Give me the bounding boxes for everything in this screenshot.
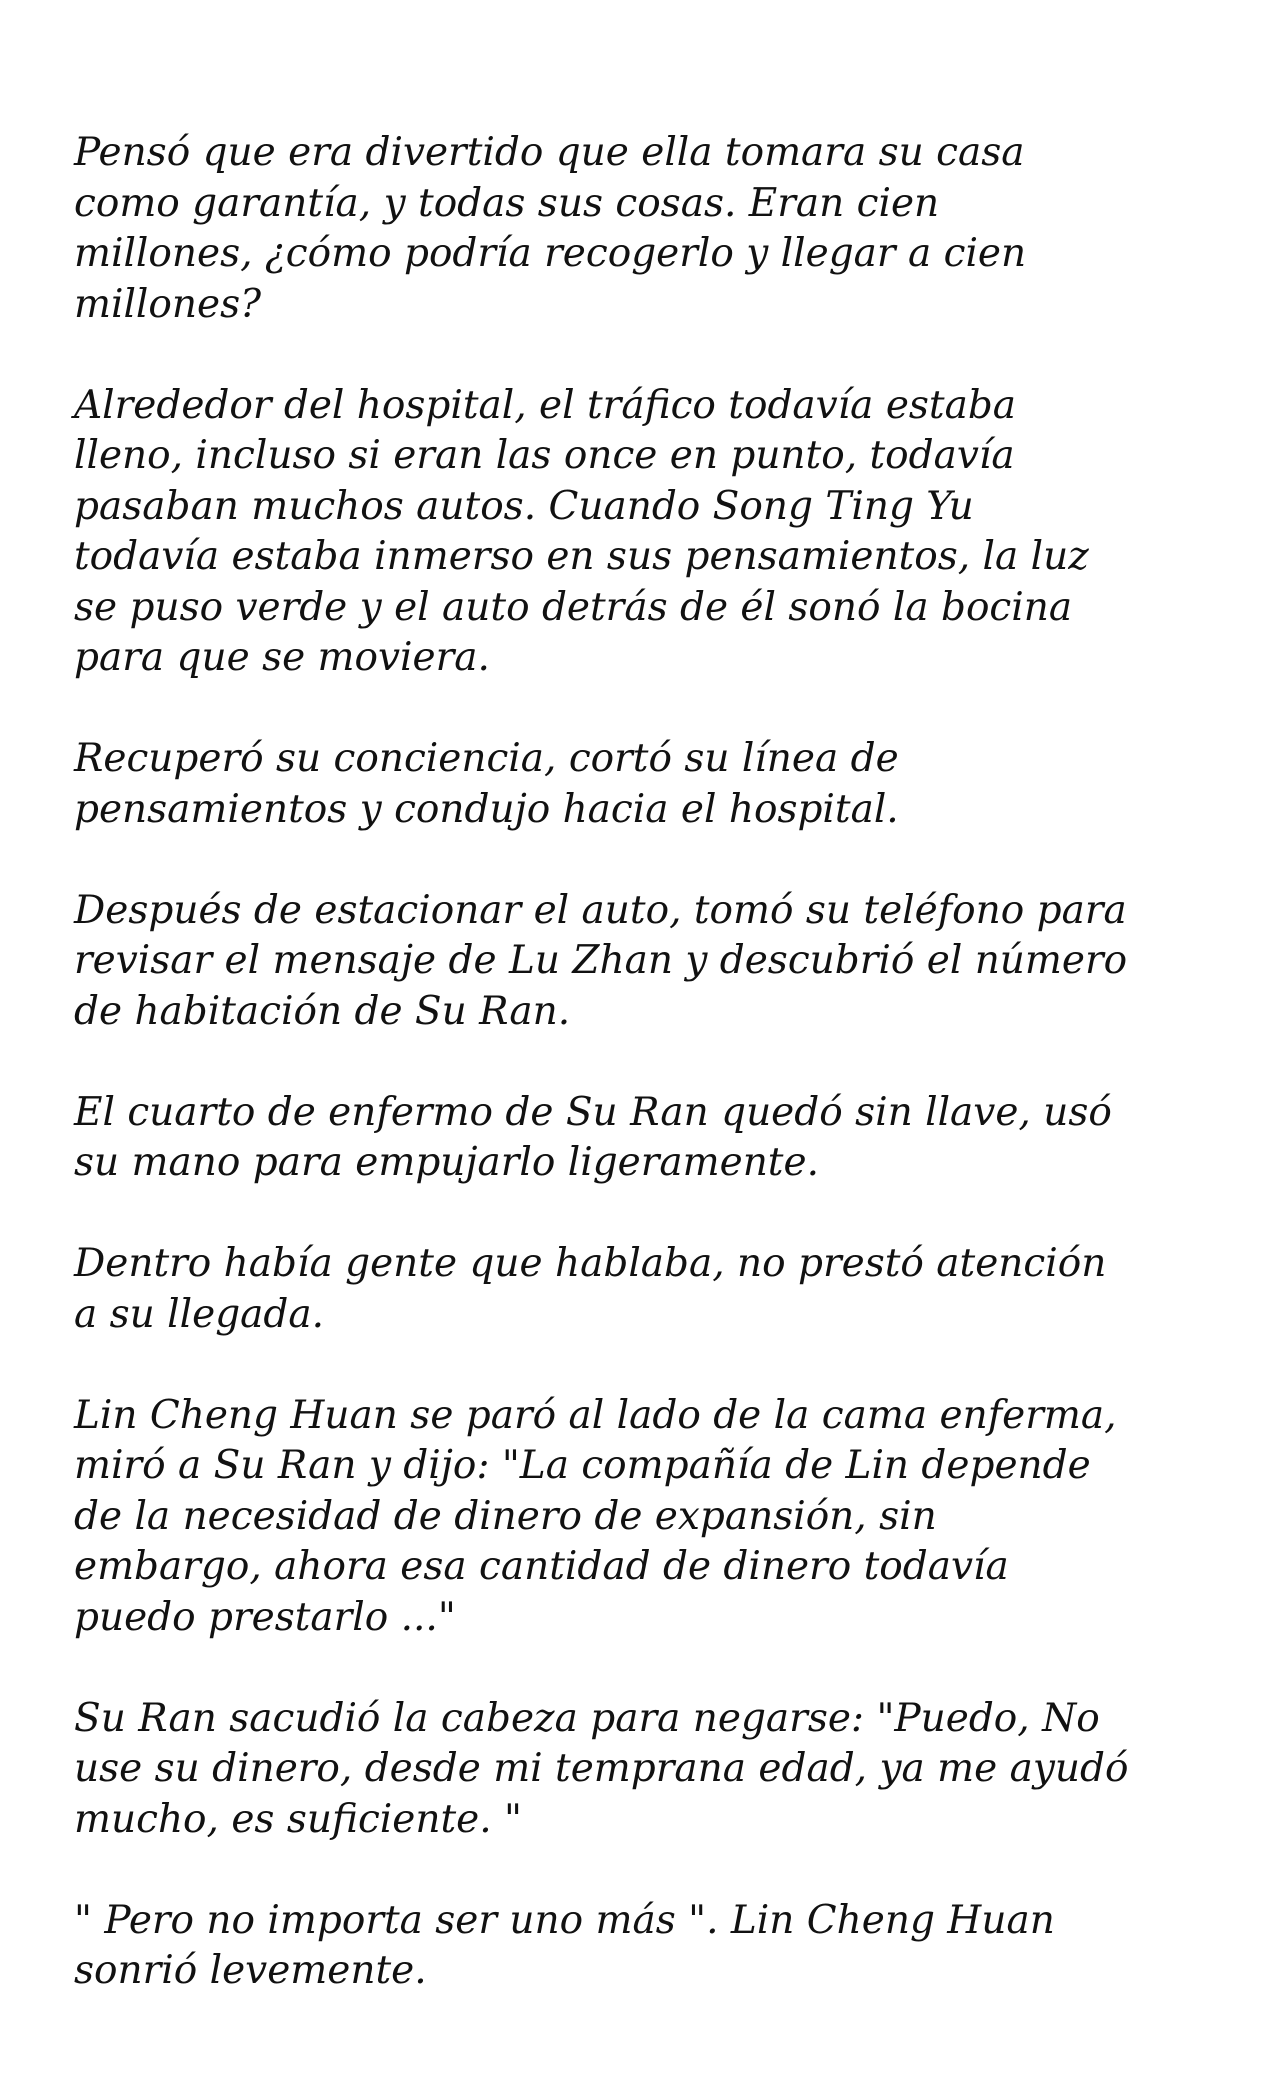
paragraph-3: Recuperó su conciencia, cortó su línea de pensamientos y condujo hacia el hospital. — [74, 736, 899, 832]
document-body — [74, 128, 1214, 1997]
paragraph-2: Alrededor del hospital, el tráfico todavía estaba lleno, incluso si eran las once en punto, todavía pasaban muchos autos. Cuando Song Ting Yu todavía estaba inmerso en sus pensamientos, la luz se puso verde y el auto detrás de él sonó la bocina para que se moviera. — [74, 382, 1089, 680]
paragraph-5: El cuarto de enfermo de Su Ran quedó sin llave, usó su mano para empujarlo ligeramente. — [74, 1089, 1112, 1185]
paragraph-7: Lin Cheng Huan se paró al lado de la cama enferma, miró a Su Ran y dijo: "La compañía de Lin depende de la necesidad de dinero de expansión, sin embargo, ahora esa cantidad de dinero todavía puedo prestarlo ..." — [74, 1392, 1117, 1640]
paragraph-8: Su Ran sacudió la cabeza para negarse: "Puedo, No use su dinero, desde mi temprana edad, ya me ayudó mucho, es suficiente. " — [74, 1695, 1129, 1842]
paragraph-6: Dentro había gente que hablaba, no prestó atención a su llegada. — [74, 1241, 1107, 1337]
paragraph-1: Pensó que era divertido que ella tomara su casa como garantía, y todas sus cosas. Eran cien millones, ¿cómo podría recogerlo y llegar a cien millones? — [74, 130, 1027, 327]
paragraph-9: " Pero no importa ser uno más ". Lin Cheng Huan sonrió levemente. — [74, 1897, 1055, 1993]
paragraph-4: Después de estacionar el auto, tomó su teléfono para revisar el mensaje de Lu Zhan y descubrió el número de habitación de Su Ran. — [74, 887, 1128, 1034]
